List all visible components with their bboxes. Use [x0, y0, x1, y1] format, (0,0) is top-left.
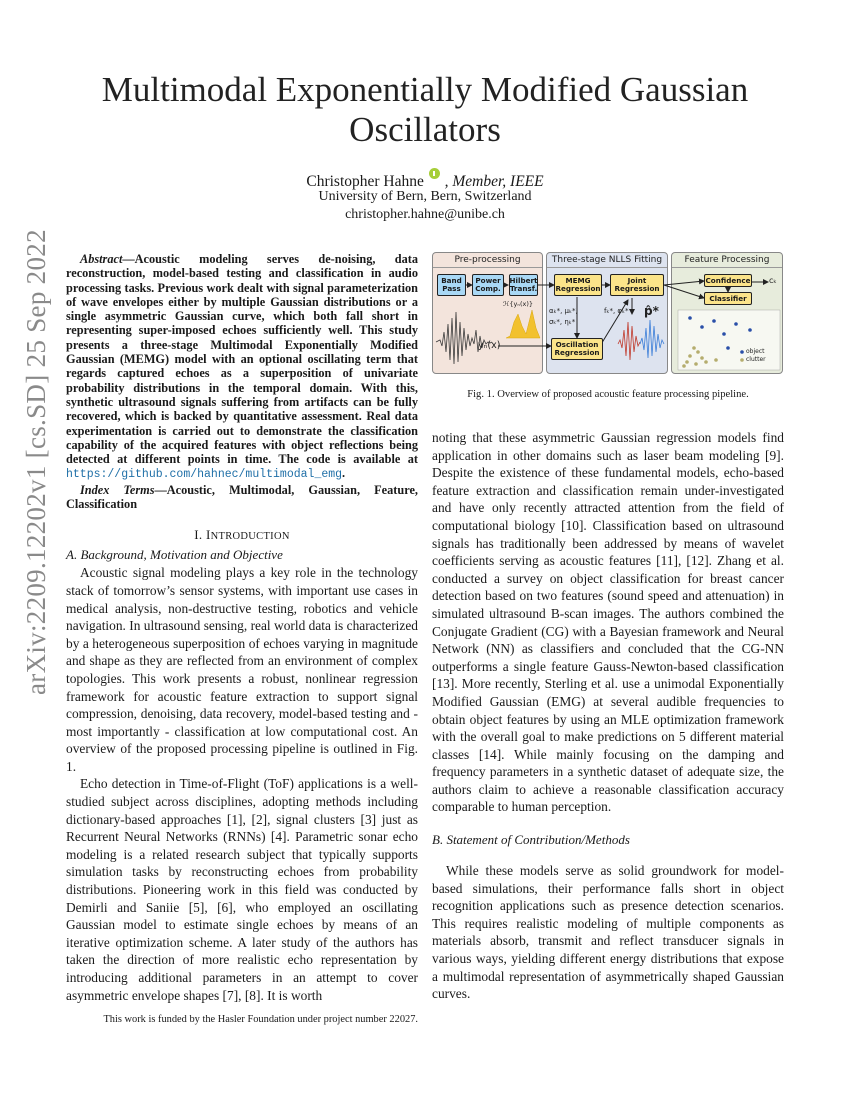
- legend-object-marker: [740, 350, 744, 354]
- oscillation-regression-box: Oscillation Regression: [551, 338, 603, 360]
- clutter-point: [700, 356, 704, 360]
- object-point: [688, 316, 692, 320]
- power-comp-box: Power Comp.: [472, 274, 504, 296]
- clutter-point: [688, 354, 692, 358]
- object-point: [700, 325, 704, 329]
- paragraph: Echo detection in Time-of-Flight (ToF) applications is a well-studied subject across disciplines, adopting methods including dictionary-based approaches [1], [2], signal clusters [3] just as Recurrent Neural Networks (RNNs) [4]. Parametric sonar echo modeling is a related research subject that typically supports simulation tasks by reconstructing echoes from probability distributions. Pioneering work in this field was conducted by Demirli and Saniie [5], [6], who employed an oscillating Gaussian model to estimate single echoes by means of an iterative optimization scheme. A later study of the authors has taken the direction of more realistic echo representation by introducing additional parameters in an attempt to cover asymmetric envelope shapes [7], [8]. It is worth: [66, 776, 418, 1003]
- author-affiliation: University of Bern, Bern, Switzerland: [318, 189, 532, 204]
- clutter-point: [694, 362, 698, 366]
- figure-1: [432, 252, 784, 374]
- clutter-point: [714, 358, 718, 362]
- object-point: [734, 322, 738, 326]
- subsection-heading-a: A. Background, Motivation and Objective: [66, 547, 283, 563]
- param-label-c: fₖ*, φₖ*: [604, 307, 629, 315]
- band-pass-box: Band Pass: [437, 274, 466, 296]
- abstract-text: —Acoustic modeling serves de-noising, data reconstruction, model-based testing and classification in audio processing tasks. Previous work dealt with signal parameterization of wave envelopes either by multiple Gaussian distributions or a single asymmetric Gaussian curve, which both fall short in representing super-imposed echoes sufficiently well. This study presents a three-stage Multimodal Exponentially Modified Gaussian (MEMG) model with an optional oscillating term that regards captured echoes as a superposition of univariate probability distributions in the temporal domain. With this, synthetic ultrasound signals suffering from artifacts can be fully recovered, which is backed by quantitative assessment. Real data experimentation is carried out to demonstrate the classification capability of the acquired features with object reflections being detected at different points in time. The code is available at: [66, 252, 418, 467]
- figure-caption: Fig. 1. Overview of proposed acoustic feature processing pipeline.: [467, 389, 749, 400]
- section-first-letter: I: [205, 527, 211, 543]
- memg-regression-curve: [618, 322, 640, 360]
- author-membership: , Member, IEEE: [444, 173, 544, 190]
- memg-regression-box: MEMG Regression: [554, 274, 602, 296]
- paper-title: Multimodal Exponentially Modified Gaussian Oscillators: [101, 70, 749, 149]
- author-name: Christopher Hahne: [306, 173, 424, 190]
- orcid-icon[interactable]: [429, 168, 440, 179]
- hilbert-output-label: ℋ{yₙ(x)}: [503, 300, 534, 308]
- abstract-lead: Abstract: [80, 252, 123, 266]
- section-heading-introduction: [66, 527, 418, 543]
- code-link[interactable]: https://github.com/hahnec/multimodal_emg: [66, 468, 343, 482]
- index-terms-text: —Acoustic, Multimodal, Gaussian, Feature, Classification: [66, 482, 418, 512]
- left-column: [66, 252, 418, 1004]
- right-column: [432, 252, 784, 1003]
- clutter-point: [685, 360, 689, 364]
- panel-title: Pre-processing: [454, 255, 521, 265]
- confidence-box: Confidence: [704, 274, 752, 287]
- object-point: [712, 319, 716, 323]
- classifier-box: Classifier: [704, 292, 752, 305]
- object-point: [748, 328, 752, 332]
- clutter-point: [682, 364, 686, 368]
- footnote: This work is funded by the Hasler Foundation under project number 22027.: [103, 1014, 418, 1025]
- arxiv-identifier: arXiv:2209.12202v1 [cs.SD] 25 Sep 2022: [21, 229, 51, 695]
- subsection-heading-b: B. Statement of Contribution/Methods: [432, 832, 630, 848]
- paragraph: noting that these asymmetric Gaussian regression models find application in other domains such as laser beam modeling [9]. Despite the existence of these fundamental models, echo-based feature extraction and classification remain under-investigated and have only recently attracted attention from the field of computational biology [10]. Classification based on ultrasound signals has traditionally been addressed by means of wavelet coefficients serving as acoustic features [11], [12]. Zhang et al. conducted a survey on object classification for breast cancer detection based on two features (sound speed and attenuation) in simulated ultrasound B-scan images. The authors combined the Conjugate Gradient (CG) with a Bayesian framework and Neural Network (NN) as classifiers and concluded that the CG-NN outperforms a single feature Gauss-Newton-based classification [13]. More recently, Sterling et al. use a unimodal Exponentially Modified Gaussian (EMG) at several audible frequencies to obtain object features by using an MLE optimization framework with the overall goal to make predictions on 5 different material classes [14]. While mainly focusing on the damping and frequency parameters in a synthetic dataset of adequate size, the authors claim to achieve a reasonable classification accuracy comparable to human perception.: [432, 430, 784, 815]
- signal-label: yₙ(x): [478, 340, 501, 351]
- object-point: [726, 346, 730, 350]
- legend-clutter-label: clutter: [746, 356, 766, 363]
- legend-object-label: object: [746, 348, 765, 355]
- ck-label: cₖ: [769, 276, 777, 285]
- object-point: [722, 332, 726, 336]
- arrow: [664, 281, 704, 285]
- paragraph: Acoustic signal modeling plays a key role in the technology stack of tomorrow’s sensor systems, with important use cases in medical analysis, non-destructive testing, robotics and vehicle navigation. In ultrasound sensing, real world data is characterized by a heterogeneous superposition of echoes varying in magnitude and shape as they are reflected from an environment of complex topologies. This work presents a robust, nonlinear regression framework for acoustic feature extraction to support signal compression, denoising, data recovery, model-based testing and - most importantly - classification at low computational cost. An overview of the proposed processing pipeline is outlined in Fig. 1.: [66, 565, 418, 774]
- index-terms-lead: Index Terms: [80, 482, 155, 497]
- panel-title: Three-stage NLLS Fitting: [551, 255, 663, 265]
- abstract: [66, 252, 418, 483]
- panel-title: Feature Processing: [684, 255, 770, 265]
- section-numeral: I.: [194, 527, 206, 543]
- oscillation-curve: [640, 320, 664, 358]
- joint-regression-box: Joint Regression: [610, 274, 664, 296]
- index-terms: [66, 483, 418, 512]
- section-rest: NTRODUCTION: [210, 531, 290, 543]
- clutter-point: [704, 360, 708, 364]
- hilbert-transform-box: Hilbert Transf.: [509, 274, 538, 296]
- hilbert-envelope: [506, 310, 540, 338]
- raw-signal-waveform: [436, 312, 492, 364]
- clutter-point: [692, 346, 696, 350]
- clutter-point: [696, 350, 700, 354]
- arrow: [664, 285, 704, 298]
- paragraph: While these models serve as solid groundwork for model-based simulations, their performance falls short in object recognition applications such as presence detection scenarios. This requires realistic modeling of multiple components as materials absorb, transmit and reflect transducer signals in various ways, yielding different energy distributions that expose a multimodal representation of asymmetrically shaped Gaussian curves.: [432, 863, 784, 1002]
- param-label-b: σₖ*, ηₖ*: [549, 318, 576, 326]
- param-label-a: αₖ*, μₖ*,: [549, 307, 578, 315]
- p-hat-label: p̂*: [644, 304, 659, 318]
- legend-clutter-marker: [740, 358, 744, 362]
- author-email: christopher.hahne@unibe.ch: [345, 207, 505, 222]
- abstract-end: .: [342, 466, 346, 481]
